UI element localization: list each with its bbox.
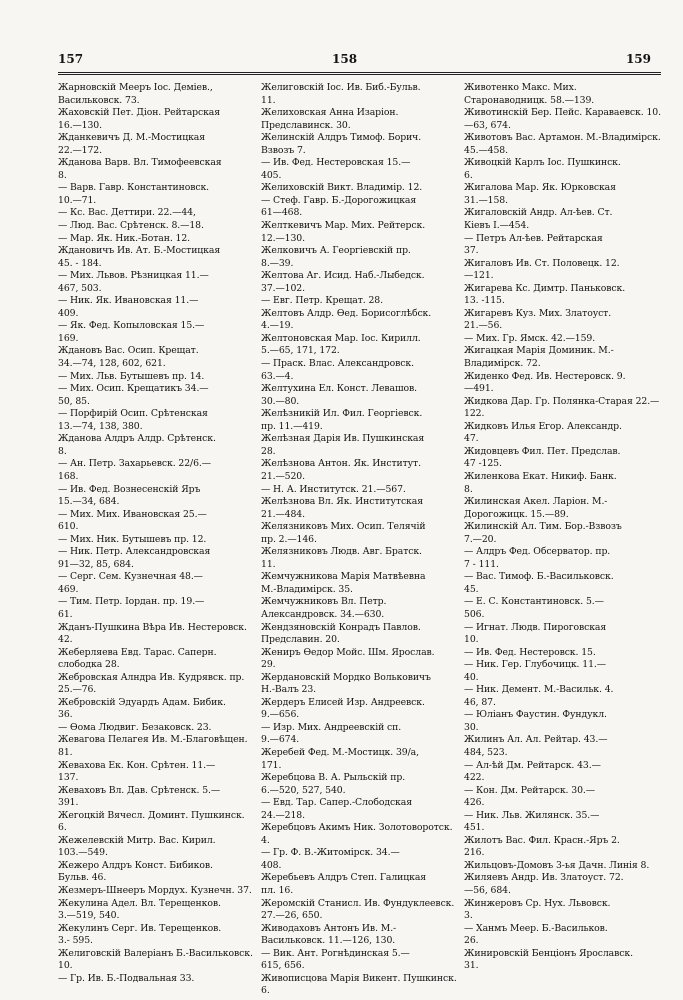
directory-entry: — Н. А. Институтск. 21.—567. [261,483,406,495]
directory-entry: — Ал-ѣй Дм. Рейтарск. 43.— 422. [464,759,601,784]
directory-entry: — Ник. Петр. Александровская 91—32, 85, 684. [58,546,211,570]
directory-entry: Жеребцова В. А. Рыльскій пр. 6.—520, 527, 540. [261,772,406,796]
column-2 [261,82,458,998]
directory-entry: Жевахова Ек. Кон. Срѣтен. 11.— 137. [58,759,216,784]
directory-entry: — Гр. Ф. В.-Житомірск. 34.— 408. [261,847,400,871]
directory-entry: — Мар. Як. Ник.-Ботан. 12. [58,232,191,244]
directory-entry: Жеребей Фед. М.-Мостицк. 39/а, 171. [261,746,419,771]
directory-entry: — Мих. Осип. Крещатикъ 34.— 50, 85. [58,383,209,407]
directory-entry: — Кс. Вас. Деттири. 22.—44, [58,207,196,219]
directory-entry: — Ан. Петр. Захарьевск. 22/6.— 168. [58,458,211,482]
directory-entry: — Стеф. Гавр. Б.-Дорогожицкая 61—468. [261,194,417,219]
directory-entry: Жеребцовъ Акимъ Ник. Золотоворотск. 4. [261,822,453,846]
directory-entry: Желтоновская Мар. Іос. Кирилл. 5.—65, 171, 172. [261,332,421,357]
directory-entry: Жданова Алдръ Алдр. Срѣтенск. 8. [58,433,216,457]
directory-entry: Жданова Варв. Вл. Тимофеевская 8. [58,157,222,181]
page-header [58,48,661,68]
directory-entry: — Ник. Демент. М.-Васильк. 4. 46, 87. [464,684,614,708]
directory-entry: Жигацкая Марія Доминик. М.-Владимірск. 72. [464,345,614,370]
directory-entry: — Ив. Фед. Нестеровская 15.— 405. [261,157,411,181]
directory-entry: Желязниковъ Людв. Авг. Братск. 11. [261,546,422,570]
directory-entry: Желѣзникій Ил. Фил. Георгіевск. пр. 11.—419. [261,408,423,432]
directory-entry: — Мих. Льв. Бутышевъ пр. 14. [58,370,205,382]
directory-entry: Жиляевъ Андр. Ив. Златоуст. 72. —56, 684. [464,872,624,896]
directory-entry: — Петръ Ал-ѣев. Рейтарская 37. [464,232,603,257]
directory-entry: — Люд. Вас. Срѣтенск. 8.—18. [58,220,204,232]
directory-entry: Желиговскій Іос. Ив. Биб.-Бульв. 11. [261,82,421,106]
directory-entry: Жиленкова Екат. Никиф. Банк. 8. [464,470,617,495]
header-rule [58,72,661,75]
directory-entry: — Ник. Як. Ивановская 11.— 409. [58,295,199,319]
directory-entry: — Порфирій Осип. Срѣтенская 13.—74, 138, 380. [58,408,208,432]
directory-entry: — Алдръ Фед. Обсерватор. пр. 7 - 111. [464,546,611,570]
directory-entry: — Кон. Дм. Рейтарск. 30.— 426. [464,784,595,809]
directory-entry: — Гр. Ив. Б.-Подвальная 33. [58,972,195,984]
directory-entry: Жигаревъ Куз. Мих. Златоуст. 21.—56. [464,307,612,332]
directory-entry: Жилинская Акел. Ларіон. М.-Дорогожицк. 15.—89. [464,496,608,520]
directory-entry: Жиденко Фед. Ив. Нестеровск. 9. —491. [464,370,626,395]
directory-entry: Жаховскій Пет. Діон. Рейтарская 16.—130. [58,107,221,131]
directory-entry: — Ив. Фед. Вознесенскій Яръ 15.—34, 684. [58,483,201,508]
directory-entry: — Ник. Гер. Глубочицк. 11.— 40. [464,659,606,683]
directory-entry: Животовъ Вас. Артамон. М.-Владимірск. 45.—458. [464,132,661,156]
directory-entry: Жданъ-Пушкина Вѣра Ив. Нестеровск. 42. [58,621,247,646]
directory-entry: — Мих. Мих. Ивановская 25.— 610. [58,508,207,533]
directory-entry: — Варв. Гавр. Константиновск. 10.—71. [58,182,210,206]
directory-entry: Жегоцкій Вячесл. Доминт. Пушкинск. 6. [58,809,245,834]
directory-entry: Жежелевскій Митр. Вас. Кирил. 103.—549. [58,834,216,859]
directory-entry: Желтова Аг. Исид. Наб.-Лыбедск. 37.—102. [261,270,425,294]
directory-entry: Жинжеровъ Ср. Нух. Львовск. 3. [464,897,611,922]
directory-entry: Жезмеръ-Шнееръ Мордух. Кузнечн. 37. [58,885,252,896]
directory-entry: Желиговскій Валеріанъ Б.-Васильковск. 10. [58,947,253,972]
directory-entry: Живодаховъ Антонъ Ив. М.-Васильковск. 11.—126, 130. [261,922,397,947]
directory-entry: Жилинъ Ал. Ал. Рейтар. 43.— 484, 523. [464,734,608,758]
directory-columns [58,82,661,998]
column-1 [58,82,255,998]
directory-entry: — Евд. Тар. Сапер.-Слободская 24.—218. [261,797,412,821]
directory-entry: Желязниковъ Мих. Осип. Телячій пр. 2.—146. [261,521,426,545]
directory-entry: Жигаловъ Ив. Ст. Половецк. 12. —121. [464,257,620,282]
directory-entry: Желткевичъ Мар. Мих. Рейтерск. 12.—130. [261,220,426,244]
directory-entry: Жидковъ Илья Егор. Александр. 47. [464,420,622,445]
directory-entry: Живописцова Марія Викент. Пушкинск. 6. [261,972,457,997]
page-number-right: 159 [625,52,651,66]
directory-entry: Жебровскій Эдуардъ Адам. Бибик. 36. [58,696,226,721]
directory-entry: Ждановъ Вас. Осип. Крещат. 34.—74, 128, 602, 621. [58,345,199,370]
directory-entry: — Ник. Льв. Жилянск. 35.— 451. [464,809,600,834]
directory-entry: — Өома Людвиг. Безаковск. 23. [58,721,212,733]
directory-entry: Жигарева Кс. Димтр. Паньковск. 13. -115. [464,282,626,307]
directory-entry: Жилотъ Вас. Фил. Красн.-Яръ 2. 216. [464,834,620,859]
column-3 [464,82,661,998]
directory-entry: Жежеро Алдръ Конст. Бибиков. Бульв. 46. [58,859,213,884]
directory-entry: Жидовцевъ Фил. Пет. Предслав. 47 -125. [464,445,621,470]
directory-entry: — Евг. Петр. Крещат. 28. [261,295,383,307]
directory-entry: Жердановскій Мордко Вольковичъ Н.-Валъ 23. [261,671,431,696]
directory-entry: — Игнат. Людв. Пироговская 10. [464,621,607,646]
directory-entry: Жарновскій Мееръ Іос. Деміев., Васильковск. 73. [58,82,213,106]
directory-entry: — Изр. Мих. Андреевскій сп. 9.—674. [261,721,402,746]
directory-entry: Жидкова Дар. Гр. Полянка-Старая 22.—122. [464,395,660,420]
directory-entry: — Е. С. Константиновск. 5.— 506. [464,596,604,620]
directory-entry: Желѣзнова Антон. Як. Институт. 21.—520. [261,458,421,482]
directory-entry: Жевагова Пелагея Ив. М.-Благовѣщен. 81. [58,734,248,758]
directory-entry: — Юліанъ Фаустин. Фундукл. 30. [464,709,607,733]
directory-entry: Жемчужникова Марія Матвѣевна М.-Владимірск. 35. [261,571,426,595]
directory-entry: — Праск. Влас. Александровск. 63.—4. [261,358,414,382]
directory-entry: — Вас. Тимоф. Б.-Васильковск. 45. [464,571,614,595]
directory-entry: Жеваховъ Вл. Дав. Срѣтенск. 5.— 391. [58,784,221,809]
directory-entry: Жеберляева Евд. Тарас. Саперн. слободка 28. [58,646,217,671]
directory-entry: Жекулина Адел. Вл. Терещенков. 3.—519, 540. [58,897,221,922]
directory-entry: Жильцовъ-Домовъ 3-ья Дачн. Линія 8. [464,859,650,871]
directory-entry: Желѣзнова Вл. Як. Институтская 21.—484. [261,496,423,520]
directory-entry: Желѣзная Дарія Ив. Пушкинская 28. [261,433,425,457]
directory-entry: — Мих. Гр. Ямск. 42.—159. [464,332,596,344]
directory-entry: Животенко Макс. Мих. Старонаводницк. 58.—139. [464,82,595,106]
directory-entry: Живоцкій Карлъ Іос. Пушкинск. 6. [464,157,621,181]
directory-entry: Жигалова Мар. Як. Юрковская 31.—158. [464,182,616,206]
page-number-left: 157 [58,52,84,66]
directory-entry: Желковичъ А. Георгіевскій пр. 8.—39. [261,245,411,269]
directory-entry: — Тим. Петр. Іордан. пр. 19.— 61. [58,596,205,620]
directory-entry: Желиховскій Викт. Владимір. 12. [261,182,423,194]
directory-entry: — Мих. Львов. Рѣзницкая 11.— 467, 503. [58,270,209,294]
directory-entry: Желинскій Алдръ Тимоф. Борич. Взвозъ 7. [261,132,422,156]
directory-entry: Ждановичъ Ив. Ат. Б.-Мостицкая 45. - 184. [58,245,221,269]
directory-entry: Жинировскій Бенціонъ Ярославск. 31. [464,947,633,972]
directory-entry: Жебровская Алндра Ив. Кудрявск. пр. 25.—76. [58,671,245,696]
directory-entry: — Ив. Фед. Нестеровск. 15. [464,646,596,658]
directory-entry: — Вик. Ант. Рогнѣдинская 5.— 615, 656. [261,947,410,972]
directory-entry: — Мих. Ник. Бутышевъ пр. 12. [58,533,207,545]
directory-entry: Жилинскій Ал. Тим. Бор.-Взвозъ 7.—20. [464,521,622,545]
directory-entry: — Ханмъ Мееp. Б.-Васильков. 26. [464,922,608,947]
directory-entry: Жигаловскій Андр. Ал-ѣев. Ст. Кіевъ I.—454. [464,207,613,232]
directory-entry: — Як. Фед. Копыловская 15.— 169. [58,320,205,344]
directory-entry: Желтухина Ел. Конст. Левашов. 30.—80. [261,383,418,407]
directory-entry: Жеребьевъ Алдръ Степ. Галицкая пл. 16. [261,872,427,896]
directory-entry: Желиховская Анна Изаріон. Предславинск. 30. [261,107,399,131]
directory-entry: Жендзяновскій Конрадъ Павлов. Предславин. 20. [261,621,421,646]
directory-entry: Жекулинъ Серг. Ив. Терещенков. 3.- 595. [58,922,222,947]
directory-entry: Жеромскій Станисл. Ив. Фундуклеевск. 27.—26, 650. [261,897,455,922]
directory-entry: Желтовъ Алдр. Өед. Борисоглѣбск. 4.—19. [261,307,432,332]
directory-entry: — Серг. Сем. Кузнечная 48.— 469. [58,571,203,595]
directory-entry: Жданкевичъ Д. М.-Мостицкая 22.—172. [58,132,206,156]
directory-entry: Животинскій Бер. Пейс. Караваевск. 10.—63, 674. [464,107,661,131]
page-number-center: 158 [332,52,358,66]
directory-entry: Жениръ Өедор Мойс. Шм. Ярослав. 29. [261,646,435,671]
directory-entry: Жемчужниковъ Вл. Петр. Александровск. 34.—630. [261,596,387,620]
directory-entry: Жердеръ Елисей Изр. Андреевск. 9.—656. [261,696,425,721]
